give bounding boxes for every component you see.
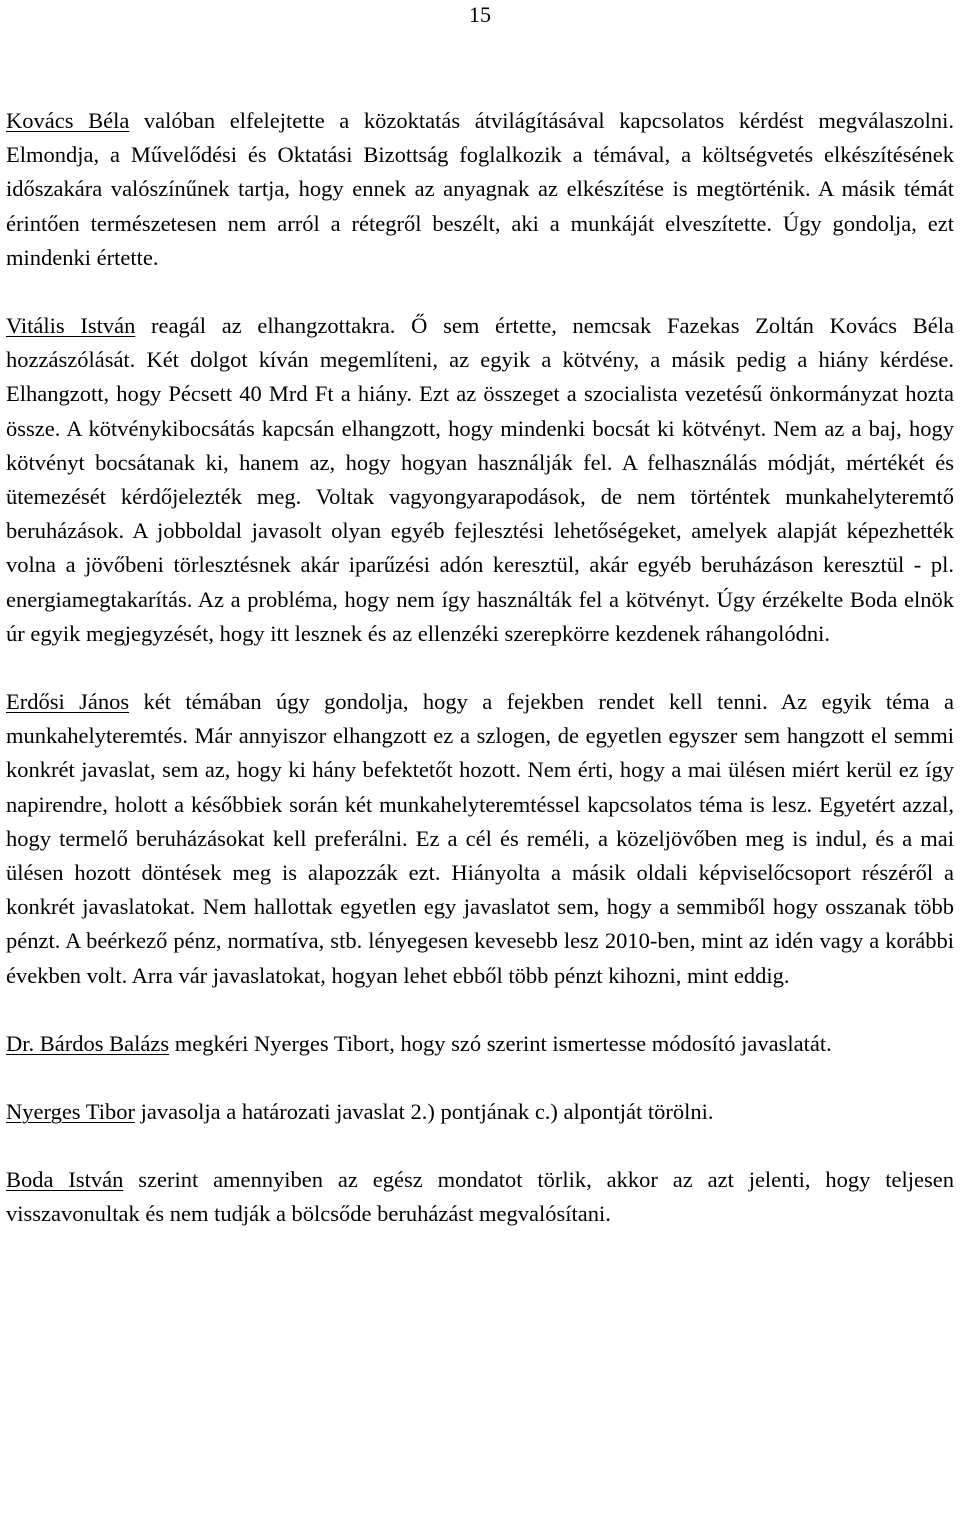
paragraph-vitalis-istvan xyxy=(6,309,954,651)
paragraph-bardos-balazs xyxy=(6,1027,954,1061)
speaker-name: Kovács Béla xyxy=(6,108,130,133)
paragraph-text: két témában úgy gondolja, hogy a fejekben rendet kell tenni. Az egyik téma a munkahelyteremtés. Már annyiszor elhangzott ez a szlogen, de egyetlen egyszer sem hangzott el semmi konkrét javaslat, sem az, hogy ki hány befektetőt hozott. Nem érti, hogy a mai ülésen miért kerül ez így napirendre, holott a későbbiek során két munkahelyteremtéssel kapcsolatos téma is lesz. Egyetért azzal, hogy termelő beruházásokat kell preferálni. Ez a cél és reméli, a közeljövőben meg is indul, és a mai ülésen hozott döntések meg is alapozzák ezt. Hiányolta a másik oldali képviselőcsoport részéről a konkrét javaslatokat. Nem hallottak egyetlen egy javaslatot sem, hogy a semmiből hogy osszanak több pénzt. A beérkező pénz, normatíva, stb. lényegesen kevesebb lesz 2010-ben, mint az idén vagy a korábbi években volt. Arra vár javaslatokat, hogyan lehet ebből több pénzt kihozni, mint eddig. xyxy=(6,689,954,988)
paragraph-nyerges-tibor xyxy=(6,1095,954,1129)
paragraph-kovacs-bela xyxy=(6,104,954,275)
document-body xyxy=(6,104,954,1266)
paragraph-erdosi-janos xyxy=(6,685,954,993)
speaker-name: Erdősi János xyxy=(6,689,130,715)
page-number: 15 xyxy=(469,2,491,27)
paragraph-boda-istvan xyxy=(6,1163,954,1231)
paragraph-text: javasolja a határozati javaslat 2.) pontjának c.) alpontját törölni. xyxy=(134,1099,714,1125)
paragraph-text: reagál az elhangzottakra. Ő sem értette, nemcsak Fazekas Zoltán Kovács Béla hozzászólását. Két dolgot kíván megemlíteni, az egyik a kötvény, a másik pedig a hiány kérdése. Elhangzott, hogy Pécsett 40 Mrd Ft a hiány. Ezt az összeget a szocialista vezetésű önkormányzat hozta össze. A kötvénykibocsátás kapcsán elhangzott, hogy mindenki bocsát ki kötvényt. Nem az a baj, hogy kötvényt bocsátanak ki, hanem az, hogy hogyan használják fel. A felhasználás módját, mértékét és ütemezését kérdőjelezték meg. Voltak vagyongyarapodások, de nem történtek munkahelyteremtő beruházások. A jobboldal javasolt olyan egyéb fejlesztési lehetőségeket, amelyek alapját képezhették volna a jövőbeni törlesztésnek akár iparűzési adón keresztül, akár egyéb beruházáson keresztül - pl. energiamegtakarítás. Az a probléma, hogy nem így használták fel a kötvényt. Úgy érzékelte Boda elnök úr egyik megjegyzését, hogy itt lesznek és az ellenzéki szerepkörre kezdenek ráhangolódni. xyxy=(6,313,954,646)
paragraph-text: szerint amennyiben az egész mondatot törlik, akkor az azt jelenti, hogy teljesen visszavonultak és nem tudják a bölcsőde beruházást megvalósítani. xyxy=(6,1167,954,1227)
speaker-name: Dr. Bárdos Balázs xyxy=(6,1030,170,1056)
speaker-name: Nyerges Tibor xyxy=(6,1099,135,1125)
speaker-name: Boda István xyxy=(6,1167,124,1193)
paragraph-text: megkéri Nyerges Tibort, hogy szó szerint ismertesse módosító javaslatát. xyxy=(169,1030,832,1056)
speaker-name: Vitális István xyxy=(6,313,136,339)
paragraph-text: valóban elfelejtette a közoktatás átvilágításával kapcsolatos kérdést megválaszolni. Elmondja, a Művelődési és Oktatási Bizottság foglalkozik a témával, a költségvetés elkészítésének időszakára valószínűnek tartja, hogy ennek az anyagnak az elkészítése is megtörténik. A másik témát érintően természetesen nem arról a rétegről beszélt, aki a munkáját elveszítette. Úgy gondolja, ezt mindenki értette. xyxy=(6,108,954,270)
